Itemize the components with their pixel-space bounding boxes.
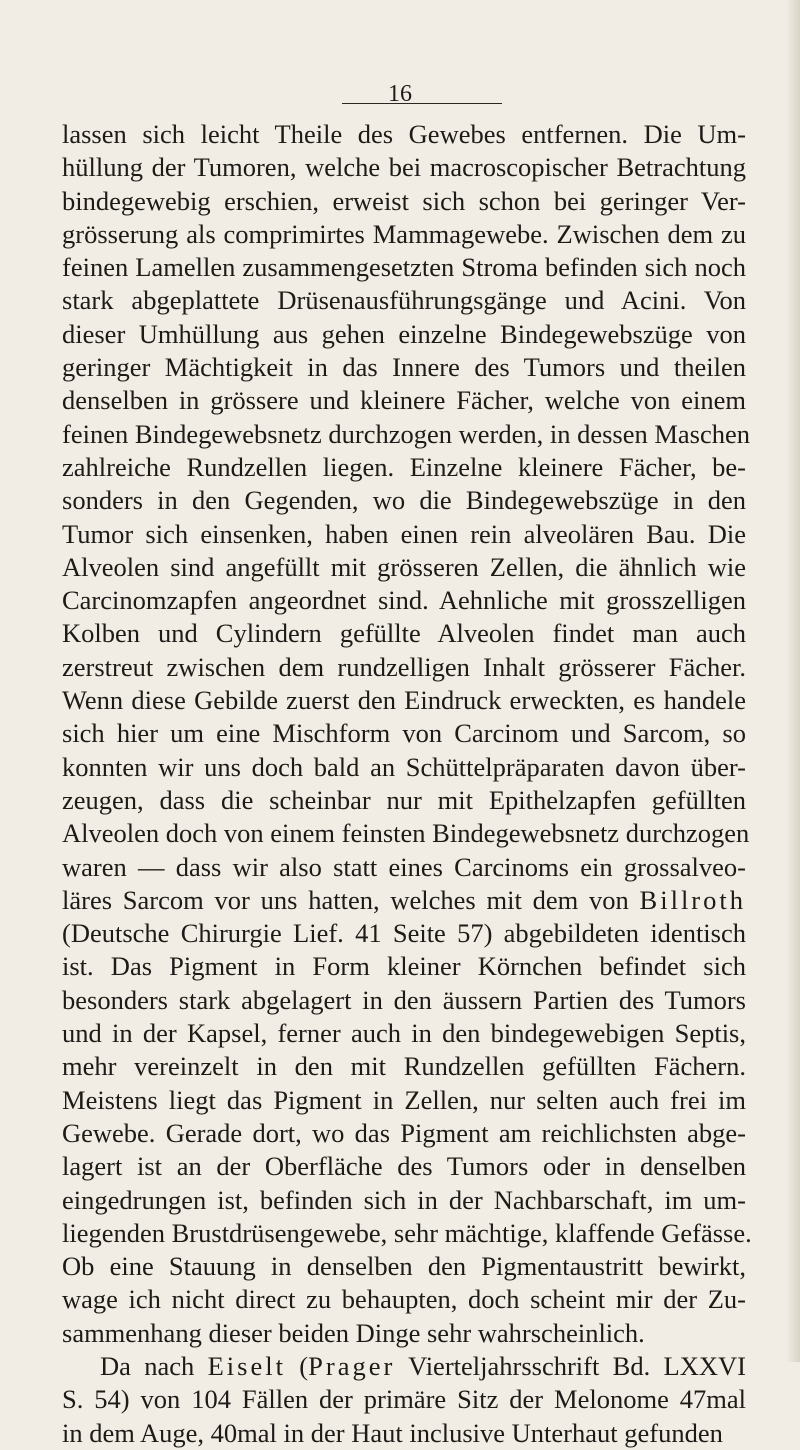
text-line: grösserung als comprimirtes Mammagewebe. Zwischen dem zu	[62, 218, 746, 249]
text-line: S. 54) von 104 Fällen der primäre Sitz der Melonome 47mal	[62, 1384, 746, 1415]
text-line: sammenhang dieser beiden Dinge sehr wahrscheinlich.	[62, 1317, 645, 1348]
text-line: Wenn diese Gebilde zuerst den Eindruck erweckten, es handele	[62, 685, 746, 716]
text-line: lagert ist an der Oberfläche des Tumors oder in denselben	[62, 1151, 746, 1182]
text-line: Alveolen sind angefüllt mit grösseren Zellen, die ähnlich wie	[62, 551, 746, 582]
text-line: feinen Bindegewebsnetz durchzogen werden, in dessen Maschen	[62, 418, 751, 449]
text-line: Carcinomzapfen angeordnet sind. Aehnliche mit grosszelligen	[62, 585, 746, 616]
text-line: Alveolen doch von einem feinsten Bindegewebsnetz durchzogen	[62, 818, 750, 849]
text-line: stark abgeplattete Drüsenausführungsgänge und Acini. Von	[62, 285, 746, 316]
text-line: läres Sarcom vor uns hatten, welches mit dem von Billroth	[62, 884, 746, 915]
text-line: zerstreut zwischen dem rundzelligen Inhalt grösserer Fächer.	[62, 651, 746, 682]
text-line: in dem Auge, 40mal in der Haut inclusive Unterhaut gefunden	[62, 1417, 723, 1448]
text-line: eingedrungen ist, befinden sich in der Nachbarschaft, im um-	[62, 1184, 746, 1215]
text-line: Ob eine Stauung in denselben den Pigmentaustritt bewirkt,	[62, 1251, 746, 1282]
text-line: mehr vereinzelt in den mit Rundzellen gefüllten Fächern.	[62, 1051, 746, 1082]
page-edge-shadow	[786, 0, 800, 1362]
text-line: Gewebe. Gerade dort, wo das Pigment am reichlichsten abge-	[62, 1117, 746, 1148]
header-rule	[342, 103, 502, 104]
page-number: 16	[388, 81, 412, 107]
text-line: liegenden Brustdrüsengewebe, sehr mächtige, klaffende Gefässe.	[62, 1217, 752, 1248]
text-line: geringer Mächtigkeit in das Innere des Tumors und theilen	[62, 352, 746, 383]
text-line: waren — dass wir also statt eines Carcinoms ein grossalveo-	[62, 851, 746, 882]
text-line: hüllung der Tumoren, welche bei macroscopischer Betrachtung	[62, 152, 746, 183]
text-line: besonders stark abgelagert in den äussern Partien des Tumors	[62, 984, 746, 1015]
text-line: sonders in den Gegenden, wo die Bindegewebszüge in den	[62, 485, 746, 516]
text-line: Meistens liegt das Pigment in Zellen, nur selten auch frei im	[62, 1084, 746, 1115]
text-line: (Deutsche Chirurgie Lief. 41 Seite 57) abgebildeten identisch	[62, 918, 746, 949]
text-line: und in der Kapsel, ferner auch in den bindegewebigen Septis,	[62, 1018, 746, 1049]
text-line: ist. Das Pigment in Form kleiner Körnchen befindet sich	[62, 951, 746, 982]
text-line: feinen Lamellen zusammengesetzten Stroma befinden sich noch	[62, 252, 746, 283]
text-line: Da nach Eiselt (Prager Vierteljahrsschrift Bd. LXXVI	[100, 1350, 746, 1381]
body-text	[62, 118, 752, 1450]
text-line: denselben in grössere und kleinere Fächer, welche von einem	[62, 385, 746, 416]
text-line: lassen sich leicht Theile des Gewebes entfernen. Die Um-	[62, 119, 746, 149]
text-line: dieser Umhüllung aus gehen einzelne Bindegewebszüge von	[62, 318, 746, 349]
text-line: bindegewebig erschien, erweist sich schon bei geringer Ver-	[62, 185, 746, 216]
text-line: sich hier um eine Mischform von Carcinom und Sarcom, so	[62, 718, 746, 749]
text-line: zeugen, dass die scheinbar nur mit Epithelzapfen gefüllten	[62, 784, 746, 815]
text-line: Kolben und Cylindern gefüllte Alveolen findet man auch	[62, 618, 746, 649]
text-line: Tumor sich einsenken, haben einen rein alveolären Bau. Die	[62, 518, 746, 549]
text-line: konnten wir uns doch bald an Schüttelpräparaten davon über-	[62, 751, 746, 782]
text-line: wage ich nicht direct zu behaupten, doch scheint mir der Zu-	[62, 1284, 746, 1315]
text-line: zahlreiche Rundzellen liegen. Einzelne kleinere Fächer, be-	[62, 451, 746, 482]
